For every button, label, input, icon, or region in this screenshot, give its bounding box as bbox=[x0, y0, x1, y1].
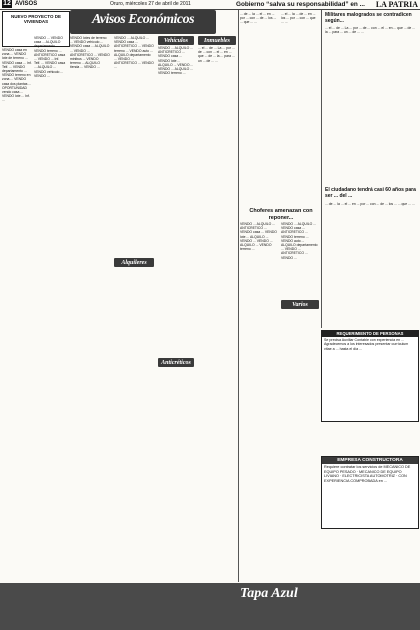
construction-ad-title: EMPRESA CONSTRUCTORA bbox=[322, 457, 418, 464]
editorial-subtitle: El ciudadano tendrá casi 60 años para ser ... del ... bbox=[325, 187, 416, 199]
construction-ad-body: Requiere contratar los servicios de MECANICO DE EQUIPO PESADO · MECANICO DE EQUIPO LIVIANO · ELECTRICISTA AUTOMOTRIZ · CON EXPERIENCIA COMPROBADA en ... bbox=[324, 465, 411, 483]
classifieds-banner bbox=[70, 10, 216, 34]
masthead: LA PATRIA bbox=[375, 0, 418, 9]
classifieds-title: Avisos Económicos bbox=[91, 12, 195, 27]
editorial-title: Militares malogrados se contradicen según... bbox=[325, 12, 412, 24]
bottom-ad-title: Tapa Azul bbox=[240, 586, 298, 601]
classifieds-column-3: VENDO lotes de terreno ... VENDO vehículo ... VENDO casa ... ALQUILO ... VENDO ... ANTICRETICO ... VENDO minibus ... VENDO terreno ... ALQUILO tienda ... VENDO ... bbox=[70, 36, 110, 70]
section-head-vehiculos: Vehículos bbox=[158, 36, 194, 45]
classifieds-column-2: VENDO ... VENDO casa ... ALQUILO departamento ... VENDO terreno ... ANTICRETICO casa ... VENDO ... Inf. Telf. ... VENDO casa ... ALQUILO ... VENDO vehiculo ... VENDO ... bbox=[34, 36, 66, 78]
editorial-body-2: ... de ... la ... el ... en ... por ... con ... de ... los ... ... que ... ... bbox=[325, 202, 415, 206]
bottom-advertisement bbox=[0, 583, 420, 630]
news-column-8: ... el ... la ... de ... en ... los ... por ... con ... que ... ... bbox=[281, 12, 316, 25]
job-ad-body: Se precisa Auxiliar Contable con experiencia en ... Agradecemos a los interesados presentar currículum vitae a ... hasta el día ... bbox=[324, 338, 409, 351]
headline: Gobierno “salva su responsabilidad” en ... bbox=[236, 1, 365, 8]
column-rule bbox=[238, 10, 239, 582]
job-ad-box bbox=[321, 330, 419, 422]
classifieds-column-10: VENDO ... ALQUILO ... VENDO casa ... ANTICRETICO ... VENDO terreno ... VENDO auto ... ALQUILO departamento ... VENDO ... ANTICRETICO ... VENDO ... bbox=[281, 222, 318, 260]
date-line: Oruro, miércoles 27 de abril de 2011 bbox=[110, 1, 191, 7]
chofer-headline: Choferes amenazan con reponer... bbox=[249, 208, 313, 221]
job-ad-title: REQUERIMIENTO DE PERSONAS bbox=[322, 331, 418, 337]
editorial-body: ... el ... de ... La ... por ... de ... con ... el ... en ... que ... de ... la ... para ... un ... de ... ... bbox=[325, 26, 416, 35]
section-head-varios: Varios bbox=[281, 300, 319, 309]
news-column-7: ... de ... la ... el ... en ... por ... con ... de ... los ... ... que ... ... bbox=[240, 12, 277, 25]
construction-ad-box bbox=[321, 456, 419, 529]
classifieds-column-6: ... el ... de ... La ... por ... de ... con ... el ... en ... que ... de ... la ... para ... un ... de ... ... bbox=[198, 46, 235, 63]
classifieds-column-1: VENDO casa en zona ... VENDO lote de terreno ... VENDO casa ... Inf. Telf. ... VENDO departamento ... VENDO terreno en zona ... VENDO casa dos plantas ... OPORTUNIDAD vendo casa ... VENDO lote ... Inf. ... bbox=[2, 48, 32, 103]
classifieds-column-4: VENDO ... ALQUILO ... VENDO casa ... ANTICRETICO ... VENDO terreno ... VENDO auto ... ALQUILO departamento ... VENDO ... ANTICRETICO ... VENDO ... bbox=[114, 36, 154, 70]
housing-ad-title: NUEVO PROYECTO DE VIVIENDAS bbox=[11, 14, 61, 24]
section-head-inmuebles: Inmuebles bbox=[198, 36, 236, 45]
section-label: AVISOS bbox=[15, 1, 38, 7]
page-header bbox=[0, 0, 420, 10]
section-head-anticreticos: Anticréticos bbox=[158, 358, 194, 367]
section-head-alquileres: Alquileres bbox=[114, 258, 154, 267]
page-number: 12 bbox=[3, 0, 11, 7]
classifieds-column-9: VENDO ... ALQUILO ... ANTICRETICO ... VENDO casa ... VENDO lote ... ALQUILO ... VENDO ... VENDO ... ALQUILO ... VENDO terreno ... bbox=[240, 222, 277, 252]
classifieds-column-5: VENDO ... ALQUILO ... ANTICRETICO ... VENDO casa ... VENDO lote ... ALQUILO ... VENDO ... VENDO ... ALQUILO ... VENDO terreno ... bbox=[158, 46, 194, 76]
column-rule bbox=[321, 10, 322, 328]
